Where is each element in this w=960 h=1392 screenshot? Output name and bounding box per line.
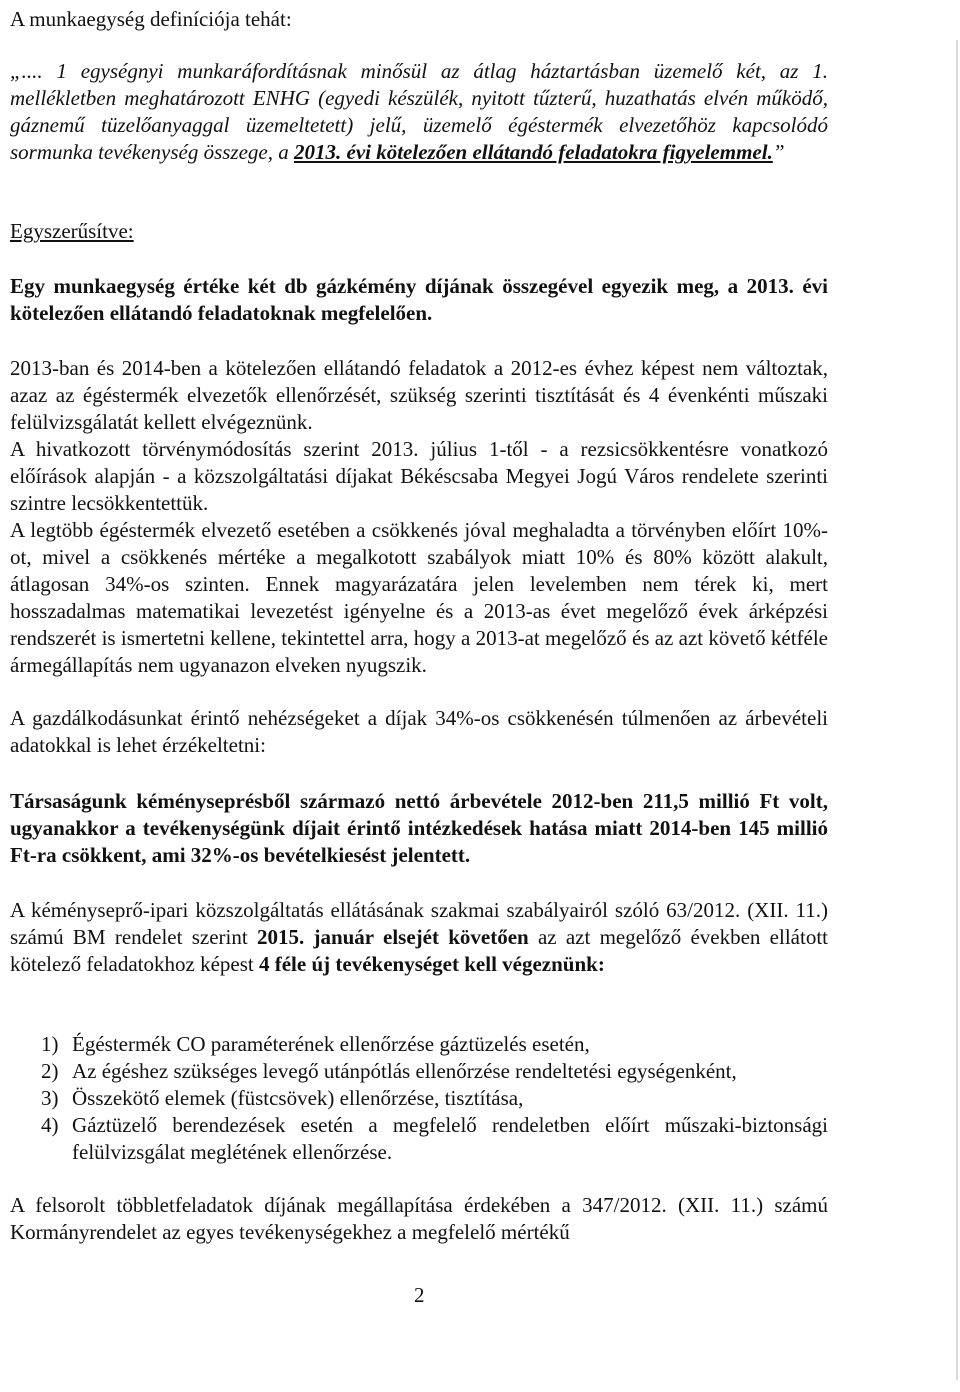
body-block-4 bbox=[10, 897, 828, 978]
list-item: 1) Égéstermék CO paraméterének ellenőrzése gáztüzelés esetén, bbox=[41, 1032, 590, 1056]
paragraph-5: Társaságunk kéményseprésből származó nettó árbevétele 2012-ben 211,5 millió Ft volt, ugyanakkor a tevékenységünk díjait érintő intézkedések hatása miatt 2014-ben 145 millió Ft-ra csökkent, ami 32%-os bevételkiesést jelentett. bbox=[10, 789, 828, 867]
quote-underlined: 2013. évi kötelezően ellátandó feladatokra figyelemmel. bbox=[294, 140, 773, 164]
page-number: 2 bbox=[414, 1283, 425, 1307]
paragraph-4: A gazdálkodásunkat érintő nehézségeket a díjak 34%-os csökkenésén túlmenően az árbevételi adatokkal is lehet érzékeltetni: bbox=[10, 706, 828, 757]
paragraph-3: A legtöbb égéstermék elvezető esetében a csökkenés jóval meghaladta a törvényben előírt 10%-ot, mivel a csökkenés mértéke a megalkotott szabályok miatt 10% és 80% között alakult, átlagosan 34%-os szinten. Ennek magyarázatára jelen levelemben nem térek ki, mert hosszadalmas matematikai levezetést igényelne és a 2013-as évet megelőző évek árképzési rendszerét is ismertetni kellene, tekintettel arra, hogy a 2013-at megelőző és az azt követő kétféle ármegállapítás nem ugyanazon elveken nyugszik. bbox=[10, 518, 828, 677]
paragraph-2: A hivatkozott törvénymódosítás szerint 2013. július 1-től - a rezsicsökkentésre vonatkozó előírások alapján - a közszolgáltatási díjakat Békéscsaba Megyei Jogú Város rendelete szerinti szintre lecsökkentettük. bbox=[10, 437, 828, 515]
paragraph-6: A kéményseprő-ipari közszolgáltatás ellátásának szakmai szabályairól szóló 63/2012. (XII. 11.) számú BM rendelet szerint 2015. január elsejét követően az azt megelőző években ellátott kötelező feladatokhoz képest 4 féle új tevékenységet kell végeznünk: bbox=[10, 898, 828, 976]
list-item: 2) Az égéshez szükséges levegő utánpótlás ellenőrzése rendeltetési egységenként, bbox=[41, 1059, 737, 1083]
body-block-1 bbox=[10, 355, 828, 679]
definition-heading: A munkaegység definíciója tehát: bbox=[10, 7, 292, 31]
new-tasks-list bbox=[10, 1031, 828, 1166]
body-block-2 bbox=[10, 705, 828, 759]
paragraph-1: 2013-ban és 2014-ben a kötelezően ellátandó feladatok a 2012-es évhez képest nem változtak, azaz az égéstermék elvezetők ellenőrzését, szükség szerinti tisztítását és 4 évenkénti műszaki felülvizsgálatát kellett elvégeznünk. bbox=[10, 356, 828, 434]
quote-text: „.... 1 egységnyi munkaráfordításnak minősül az átlag háztartásban üzemelő két, az 1. mellékletben meghatározott ENHG (egyedi készülék, nyitott tűzterű, huzathatás elvén működő, gáznemű tüzelőanyaggal üzemeltetett) jelű, üzemelő égéstermék elvezetőhöz kapcsolódó sormunka tevékenység összege, a bbox=[10, 59, 828, 164]
simplified-label: Egyszerűsítve: bbox=[10, 219, 134, 243]
scan-edge-divider bbox=[956, 40, 958, 1380]
paragraph-7: A felsorolt többletfeladatok díjának megállapítása érdekében a 347/2012. (XII. 11.) számú Kormányrendelet az egyes tevékenységekhez a megfelelő mértékű bbox=[10, 1193, 828, 1244]
body-block-3 bbox=[10, 788, 828, 869]
definition-quote bbox=[10, 58, 828, 166]
list-item: 4) Gáztüzelő berendezések esetén a megfelelő rendeletben előírt műszaki-biztonsági felülvizsgálat meglétének ellenőrzése. bbox=[41, 1113, 828, 1164]
simplified-text: Egy munkaegység értéke két db gázkémény díjának összegével egyezik meg, a 2013. évi kötelezően ellátandó feladatoknak megfelelően. bbox=[10, 274, 828, 325]
list-item: 3) Összekötő elemek (füstcsövek) ellenőrzése, tisztítása, bbox=[41, 1086, 524, 1110]
body-block-5 bbox=[10, 1192, 828, 1246]
quote-closing: ” bbox=[772, 140, 785, 164]
